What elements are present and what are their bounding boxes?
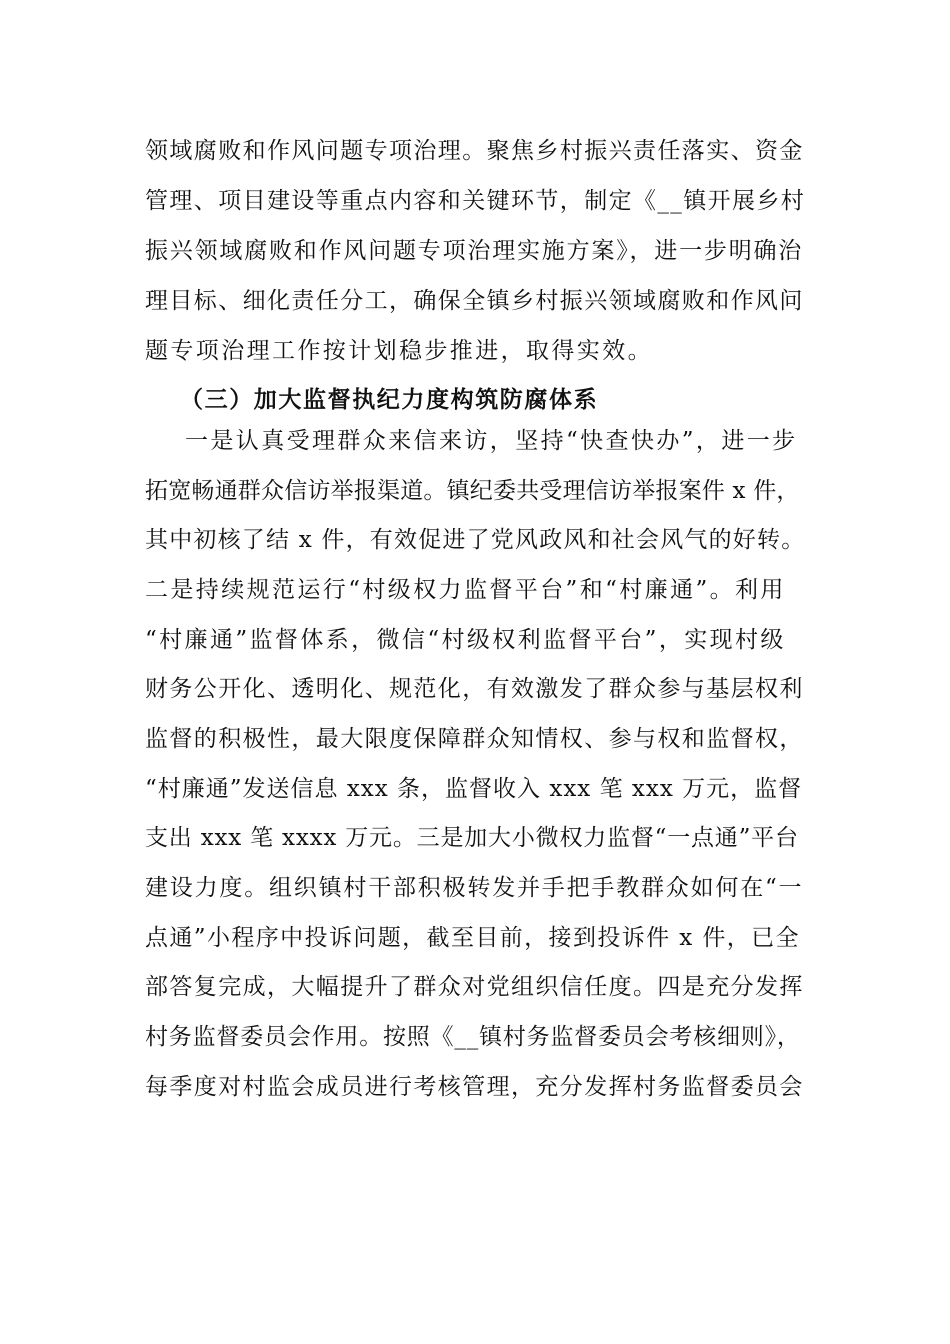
paragraph-line: 理目标、细化责任分工，确保全镇乡村振兴领域腐败和作风问	[145, 288, 804, 314]
paragraph-line: 二是持续规范运行“村级权力监督平台”和“村廉通”。利用	[145, 577, 786, 603]
paragraph-line: 支出 xxx 笔 xxxx 万元。三是加大小微权力监督“一点通”平台	[145, 825, 799, 851]
paragraph-line: 部答复完成，大幅提升了群众对党组织信任度。四是充分发挥	[145, 974, 804, 1000]
paragraph-line: 点通”小程序中投诉问题，截至目前，接到投诉件 x 件，已全	[145, 925, 800, 951]
paragraph-line: 其中初核了结 x 件，有效促进了党风政风和社会风气的好转。	[145, 527, 806, 553]
paragraph-line: 每季度对村监会成员进行考核管理，充分发挥村务监督委员会	[145, 1074, 804, 1100]
paragraph-line: 领域腐败和作风问题专项治理。聚焦乡村振兴责任落实、资金	[145, 138, 804, 164]
paragraph-line: “村廉通”发送信息 xxx 条，监督收入 xxx 笔 xxx 万元，监督	[145, 776, 803, 802]
paragraph-line: 题专项治理工作按计划稳步推进，取得实效。	[145, 338, 653, 364]
paragraph-line: 建设力度。组织镇村干部积极转发并手把手教群众如何在“一	[145, 875, 804, 901]
paragraph-line: 财务公开化、透明化、规范化，有效激发了群众参与基层权利	[145, 676, 804, 702]
paragraph-line: 管理、项目建设等重点内容和关键环节，制定《__镇开展乡村	[145, 188, 806, 214]
section-heading: （三）加大监督执纪力度构筑防腐体系	[180, 387, 599, 413]
paragraph-line: 拓宽畅通群众信访举报渠道。镇纪委共受理信访举报案件 x 件，	[145, 478, 800, 504]
paragraph-line: 一是认真受理群众来信来访，坚持“快查快办”，进一步	[185, 428, 798, 454]
paragraph-line: “村廉通”监督体系，微信“村级权利监督平台”，实现村级	[145, 627, 786, 653]
paragraph-line: 监督的积极性，最大限度保障群众知情权、参与权和监督权，	[145, 726, 804, 752]
paragraph-line: 村务监督委员会作用。按照《__镇村务监督委员会考核细则》，	[145, 1024, 801, 1050]
paragraph-line: 振兴领域腐败和作风问题专项治理实施方案》，进一步明确治	[145, 238, 804, 264]
